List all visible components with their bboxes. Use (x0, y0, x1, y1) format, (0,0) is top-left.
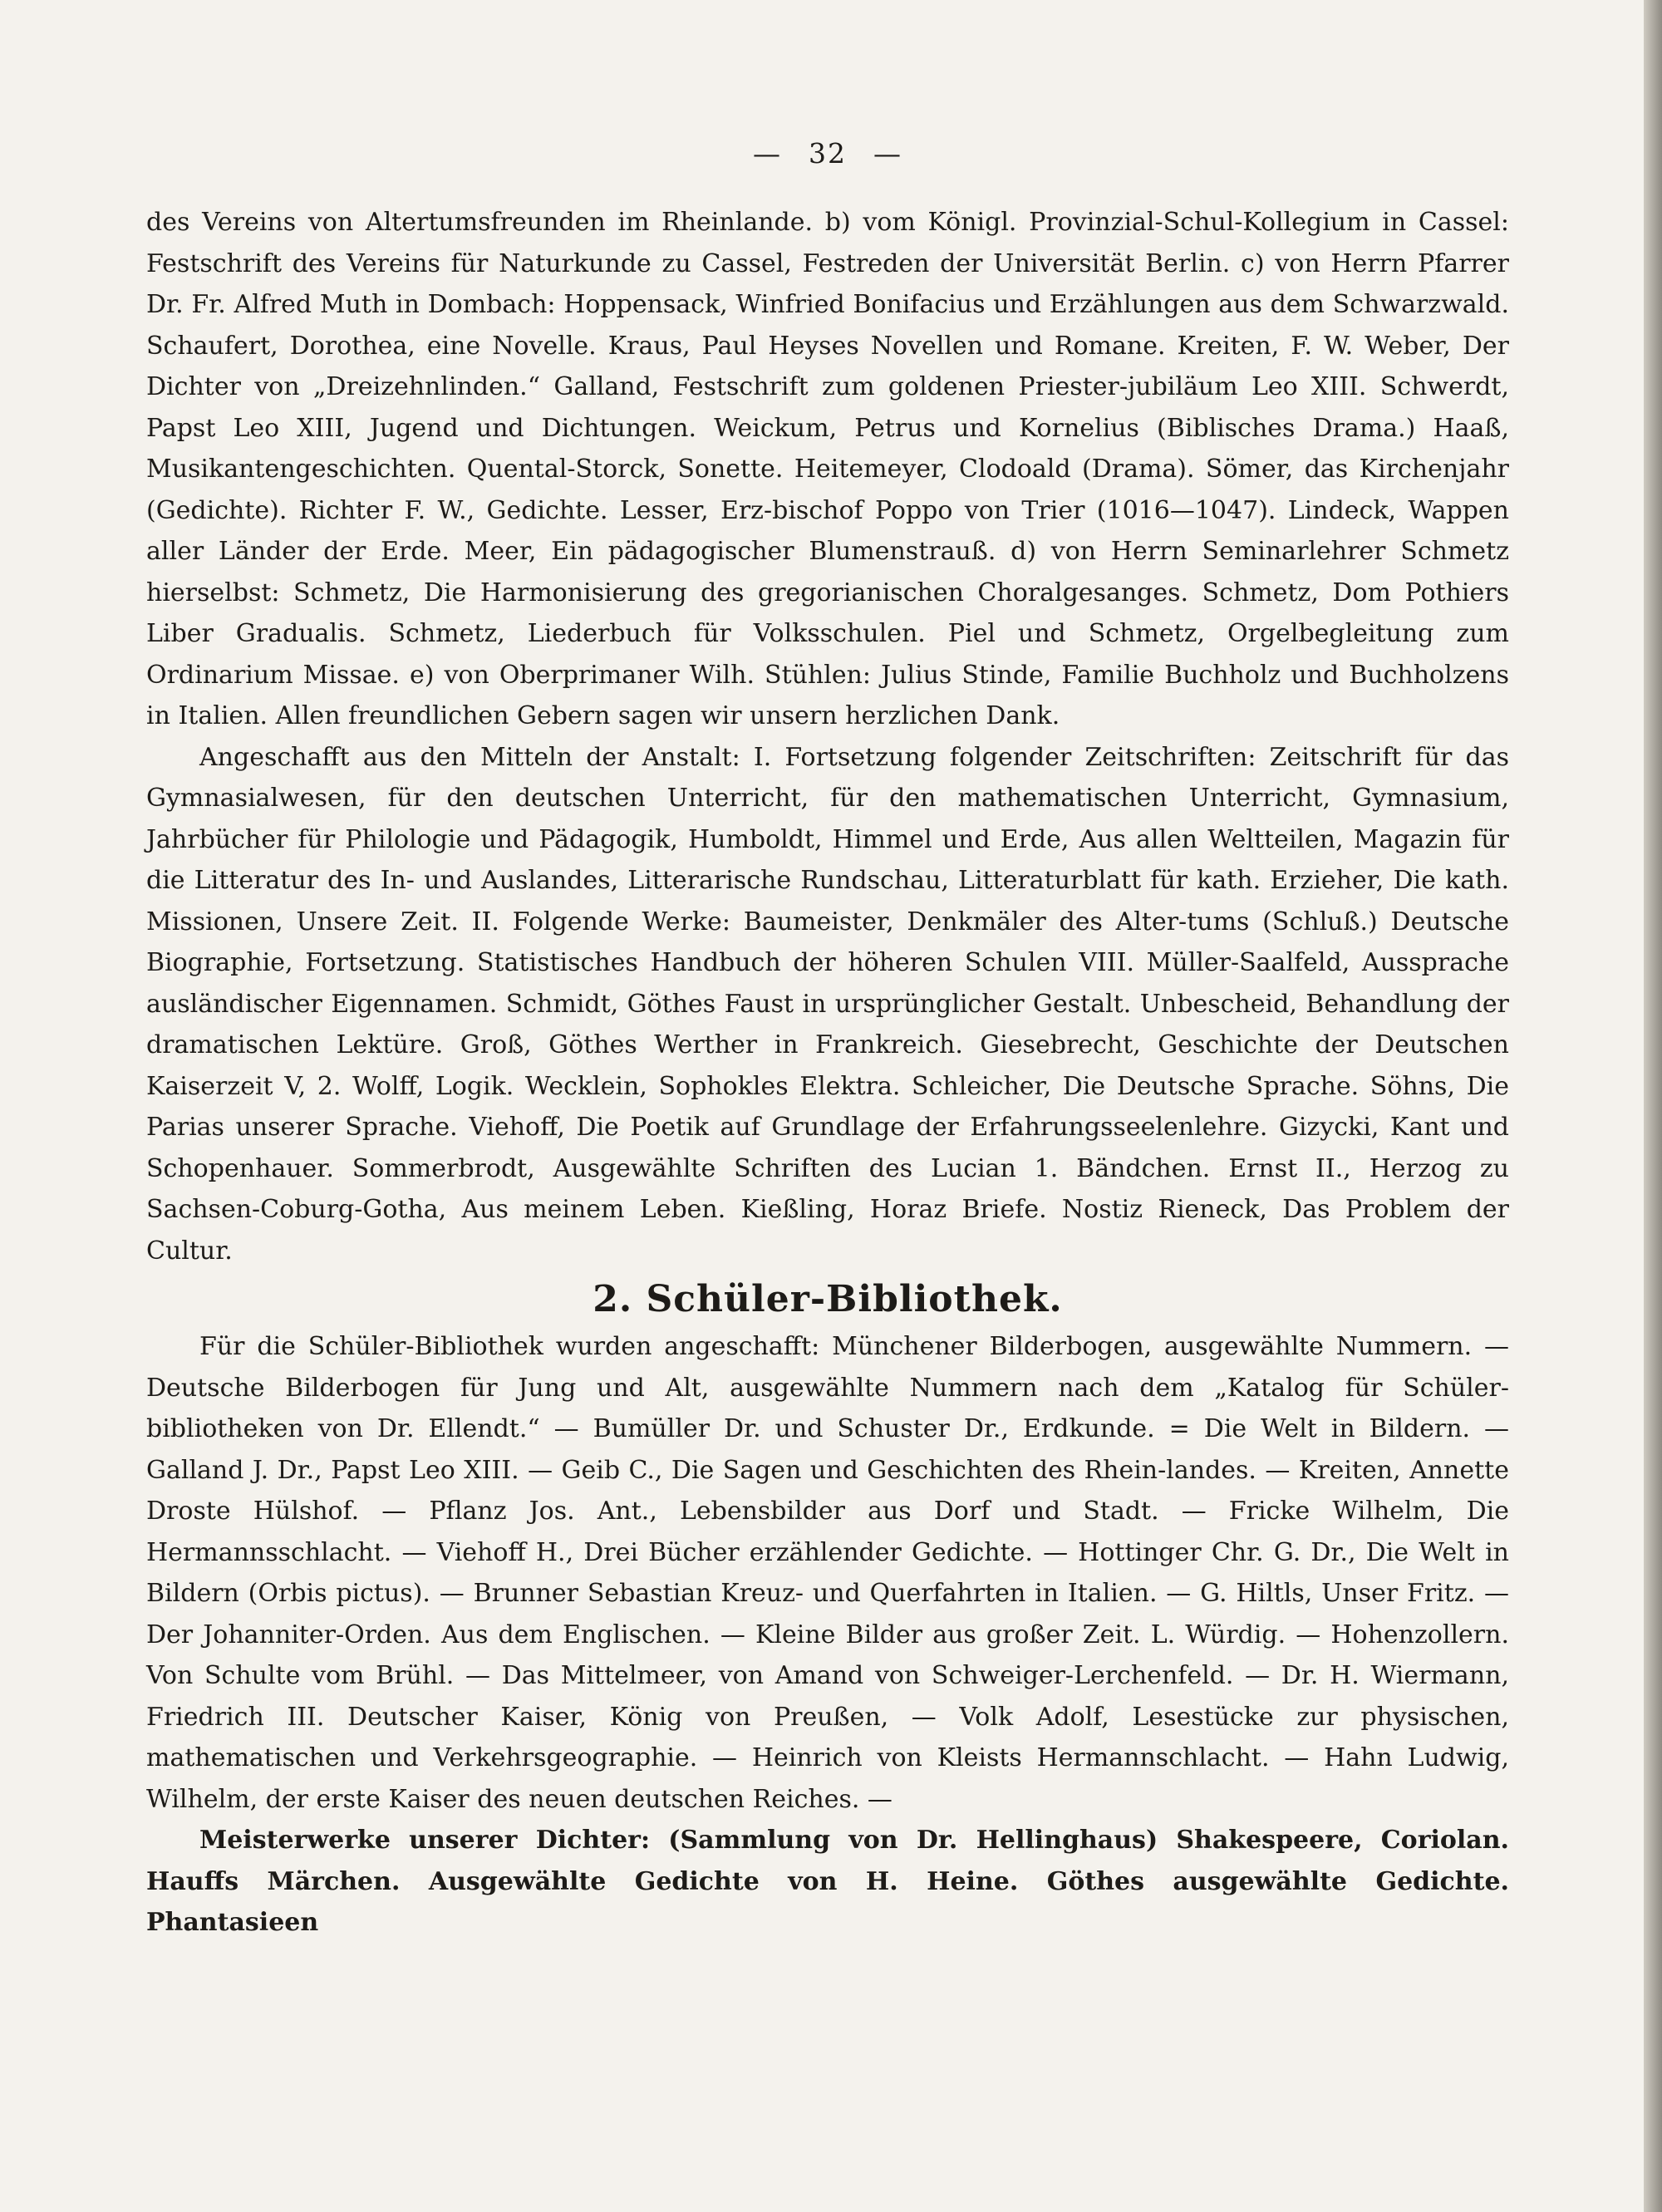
page-edge-shadow (1644, 0, 1662, 2212)
page-body (146, 137, 1509, 1944)
section-heading: 2. Schüler-Bibliothek. (593, 1278, 1063, 1320)
paragraph-masterworks: Meisterwerke unserer Dichter: (Sammlung von Dr. Hellinghaus) Shakespeere, Coriolan. Hauffs Märchen. Ausgewählte Gedichte von H. Heine. Göthes ausgewählte Gedichte. Phantasieen (146, 1826, 1509, 1937)
paragraph-acquisitions: Angeschafft aus den Mitteln der Anstalt: I. Fortsetzung folgender Zeitschriften: Zeitschrift für das Gymnasialwesen, für den deutschen Unterricht, für den mathematischen Unterricht, Gymnasium, Jahrbücher für Philologie und Pädagogik, Humboldt, Himmel und Erde, Aus allen Weltteilen, Magazin für die Litteratur des In- und Auslandes, Litterarische Rundschau, Litteraturblatt für kath. Erzieher, Die kath. Missionen, Unsere Zeit. II. Folgende Werke: Baumeister, Denkmäler des Alter-tums (Schluß.) Deutsche Biographie, Fortsetzung. Statistisches Handbuch der höheren Schulen VIII. Müller-Saalfeld, Aussprache ausländischer Eigennamen. Schmidt, Göthes Faust in ursprünglicher Gestalt. Unbescheid, Behandlung der dramatischen Lektüre. Groß, Göthes Werther in Frankreich. Giesebrecht, Geschichte der Deutschen Kaiserzeit V, 2. Wolff, Logik. Wecklein, Sophokles Elektra. Schleicher, Die Deutsche Sprache. Söhns, Die Parias unserer Sprache. Viehoff, Die Poetik auf Grundlage der Erfahrungsseelenlehre. Gizycki, Kant und Schopenhauer. Sommerbrodt, Ausgewählte Schriften des Lucian 1. Bändchen. Ernst II., Herzog zu Sachsen-Coburg-Gotha, Aus meinem Leben. Kießling, Horaz Briefe. Nostiz Rieneck, Das Problem der Cultur. (146, 742, 1509, 1266)
paragraph-donations: des Vereins von Altertumsfreunden im Rheinlande. b) vom Königl. Provinzial-Schul-Kollegium in Cassel: Festschrift des Vereins für Naturkunde zu Cassel, Festreden der Universität Berlin. c) von Herrn Pfarrer Dr. Fr. Alfred Muth in Dombach: Hoppensack, Winfried Bonifacius und Erzählungen aus dem Schwarzwald. Schaufert, Dorothea, eine Novelle. Kraus, Paul Heyses Novellen und Romane. Kreiten, F. W. Weber, Der Dichter von „Dreizehnlinden.“ Galland, Festschrift zum goldenen Priester-jubiläum Leo XIII. Schwerdt, Papst Leo XIII, Jugend und Dichtungen. Weickum, Petrus und Kornelius (Biblisches Drama.) Haaß, Musikantengeschichten. Quental-Storck, Sonette. Heitemeyer, Clodoald (Drama). Sömer, das Kirchenjahr (Gedichte). Richter F. W., Gedichte. Lesser, Erz-bischof Poppo von Trier (1016—1047). Lindeck, Wappen aller Länder der Erde. Meer, Ein pädagogischer Blumenstrauß. d) von Herrn Seminarlehrer Schmetz hierselbst: Schmetz, Die Harmonisierung des gregorianischen Choralgesanges. Schmetz, Dom Pothiers Liber Gradualis. Schmetz, Liederbuch für Volksschulen. Piel und Schmetz, Orgelbegleitung zum Ordinarium Missae. e) von Oberprimaner Wilh. Stühlen: Julius Stinde, Familie Buchholz und Buchholzens in Italien. Allen freundlichen Gebern sagen wir unsern herzlichen Dank. (146, 208, 1509, 730)
paragraph-student-library: Für die Schüler-Bibliothek wurden angeschafft: Münchener Bilderbogen, ausgewählte Nummern. — Deutsche Bilderbogen für Jung und Alt, ausgewählte Nummern nach dem „Katalog für Schüler-bibliotheken von Dr. Ellendt.“ — Bumüller Dr. und Schuster Dr., Erdkunde. = Die Welt in Bildern. — Galland J. Dr., Papst Leo XIII. — Geib C., Die Sagen und Geschichten des Rhein-landes. — Kreiten, Annette Droste Hülshof. — Pflanz Jos. Ant., Lebensbilder aus Dorf und Stadt. — Fricke Wilhelm, Die Hermannsschlacht. — Viehoff H., Drei Bücher erzählender Gedichte. — Hottinger Chr. G. Dr., Die Welt in Bildern (Orbis pictus). — Brunner Sebastian Kreuz- und Querfahrten in Italien. — G. Hiltls, Unser Fritz. — Der Johanniter-Orden. Aus dem Englischen. — Kleine Bilder aus großer Zeit. L. Würdig. — Hohenzollern. Von Schulte vom Brühl. — Das Mittelmeer, von Amand von Schweiger-Lerchenfeld. — Dr. H. Wiermann, Friedrich III. Deutscher Kaiser, König von Preußen, — Volk Adolf, Lesestücke zur physischen, mathematischen und Verkehrsgeographie. — Heinrich von Kleists Hermannschlacht. — Hahn Ludwig, Wilhelm, der erste Kaiser des neuen deutschen Reiches. — (146, 1332, 1509, 1814)
page-number: — 32 — (753, 137, 902, 170)
